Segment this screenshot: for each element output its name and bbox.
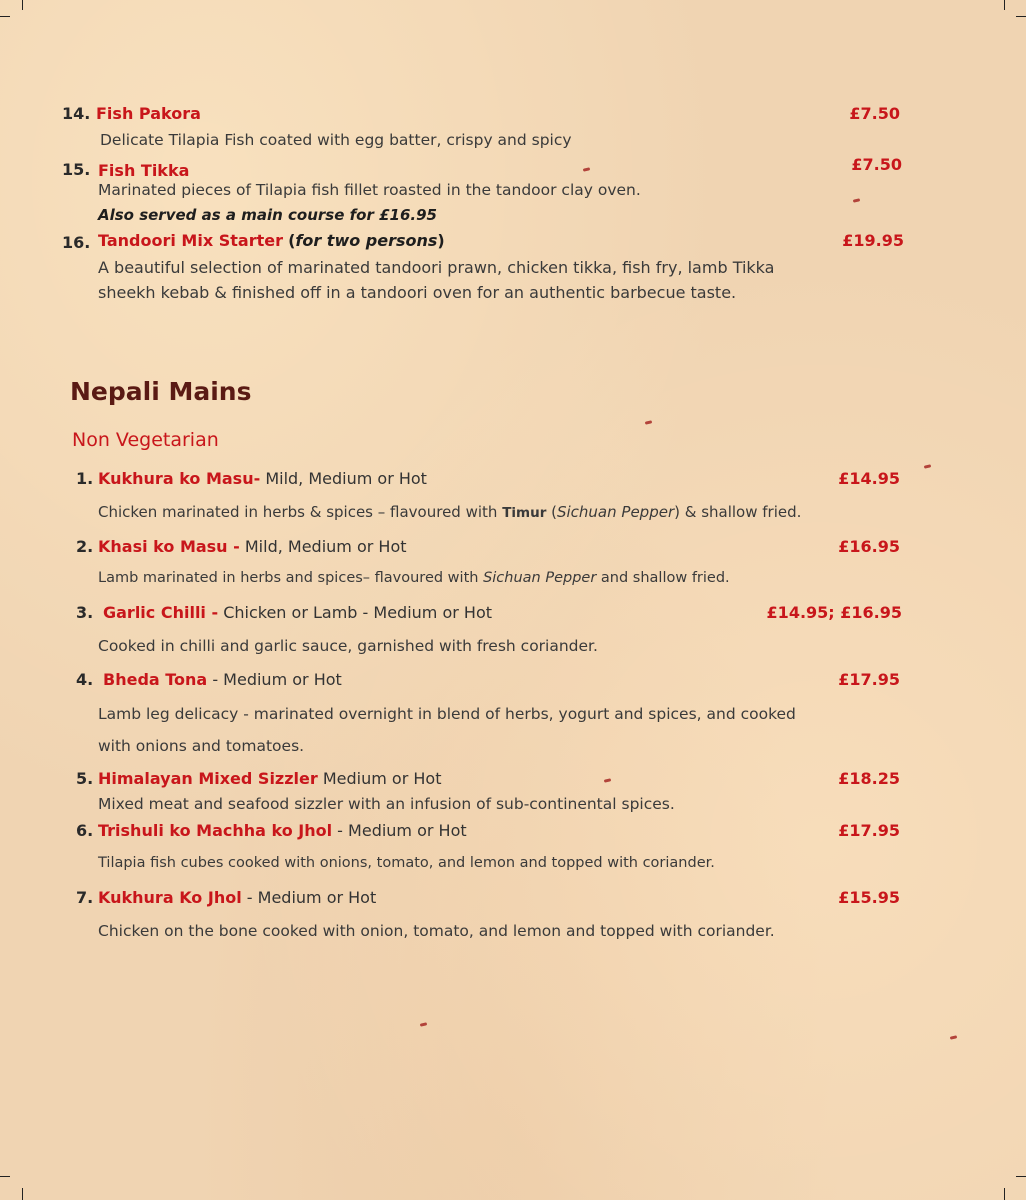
- item-description: Mixed meat and seafood sizzler with an infusion of sub-continental spices.: [98, 795, 675, 813]
- desc-text: and shallow fried.: [596, 570, 730, 586]
- item-spice-level: Mild, Medium or Hot: [239, 537, 407, 556]
- item-description: with onions and tomatoes.: [98, 737, 305, 755]
- item-number: 15.: [62, 160, 91, 179]
- item-name: Fish Pakora: [96, 104, 201, 123]
- desc-text: Chicken marinated in herbs & spices – flavoured with: [98, 503, 503, 521]
- item-number: 7.: [76, 888, 94, 907]
- desc-sichuan: Sichuan Pepper: [483, 570, 597, 586]
- item-name: Kukhura ko Masu-: [98, 469, 261, 488]
- item-description: Chicken on the bone cooked with onion, tomato, and lemon and topped with coriander.: [98, 922, 775, 940]
- item-serving-open: (: [288, 231, 296, 250]
- item-description: Tilapia fish cubes cooked with onions, tomato, and lemon and topped with coriander.: [98, 855, 715, 871]
- item-name: Tandoori Mix Starter: [98, 231, 283, 250]
- item-price: £14.95: [838, 469, 900, 488]
- main-course-note: Also served as a main course for £16.95: [98, 206, 437, 224]
- desc-text: Lamb marinated in herbs and spices– flavoured with: [98, 570, 484, 586]
- item-number: 6.: [76, 821, 94, 840]
- item-description: Delicate Tilapia Fish coated with egg batter, crispy and spicy: [100, 131, 572, 149]
- item-price: £16.95: [838, 537, 900, 556]
- item-number: 1.: [76, 469, 94, 488]
- desc-text: (: [546, 503, 557, 521]
- item-serving-note: for two persons: [295, 231, 438, 250]
- item-spice-level: Chicken or Lamb - Medium or Hot: [218, 603, 492, 622]
- item-spice-level: - Medium or Hot: [241, 888, 377, 907]
- item-number: 4.: [76, 670, 94, 689]
- item-price: £14.95; £16.95: [766, 603, 902, 622]
- item-price: £17.95: [838, 821, 900, 840]
- item-spice-level: - Medium or Hot: [332, 821, 467, 840]
- item-description: Marinated pieces of Tilapia fish fillet roasted in the tandoor clay oven.: [98, 181, 641, 199]
- item-name: Himalayan Mixed Sizzler: [98, 769, 318, 788]
- item-name: Fish Tikka: [98, 161, 190, 180]
- item-price: £7.50: [851, 155, 902, 174]
- section-title: Nepali Mains: [70, 377, 252, 406]
- item-description: sheekh kebab & finished off in a tandoori oven for an authentic barbecue taste.: [98, 283, 737, 302]
- item-description: [98, 503, 801, 521]
- item-number: 16.: [62, 233, 91, 252]
- item-description: [98, 570, 730, 586]
- item-price: £17.95: [838, 670, 900, 689]
- item-number: 2.: [76, 537, 94, 556]
- item-spice-level: Medium or Hot: [317, 769, 442, 788]
- item-description: A beautiful selection of marinated tandoori prawn, chicken tikka, fish fry, lamb Tikka: [98, 258, 775, 277]
- item-number: 14.: [62, 104, 91, 123]
- item-spice-level: Mild, Medium or Hot: [260, 469, 427, 488]
- item-price: £7.50: [849, 104, 900, 123]
- desc-text: ) & shallow fried.: [674, 503, 802, 521]
- item-description: Cooked in chilli and garlic sauce, garnished with fresh coriander.: [98, 637, 598, 655]
- item-description: Lamb leg delicacy - marinated overnight in blend of herbs, yogurt and spices, and cooked: [98, 705, 796, 723]
- item-name: Garlic Chilli -: [103, 603, 219, 622]
- item-name: Khasi ko Masu -: [98, 537, 240, 556]
- desc-timur: Timur: [502, 505, 547, 521]
- item-name: Trishuli ko Machha ko Jhol: [98, 821, 333, 840]
- item-price: £19.95: [842, 231, 904, 250]
- section-subtitle: Non Vegetarian: [72, 429, 219, 451]
- item-name: Bheda Tona: [103, 670, 208, 689]
- item-name: Kukhura Ko Jhol: [98, 888, 242, 907]
- desc-sichuan: Sichuan Pepper: [556, 503, 675, 521]
- item-number: 3.: [76, 603, 94, 622]
- item-price: £18.25: [838, 769, 900, 788]
- item-price: £15.95: [838, 888, 900, 907]
- item-spice-level: - Medium or Hot: [207, 670, 342, 689]
- item-number: 5.: [76, 769, 94, 788]
- item-serving-close: ): [437, 231, 445, 250]
